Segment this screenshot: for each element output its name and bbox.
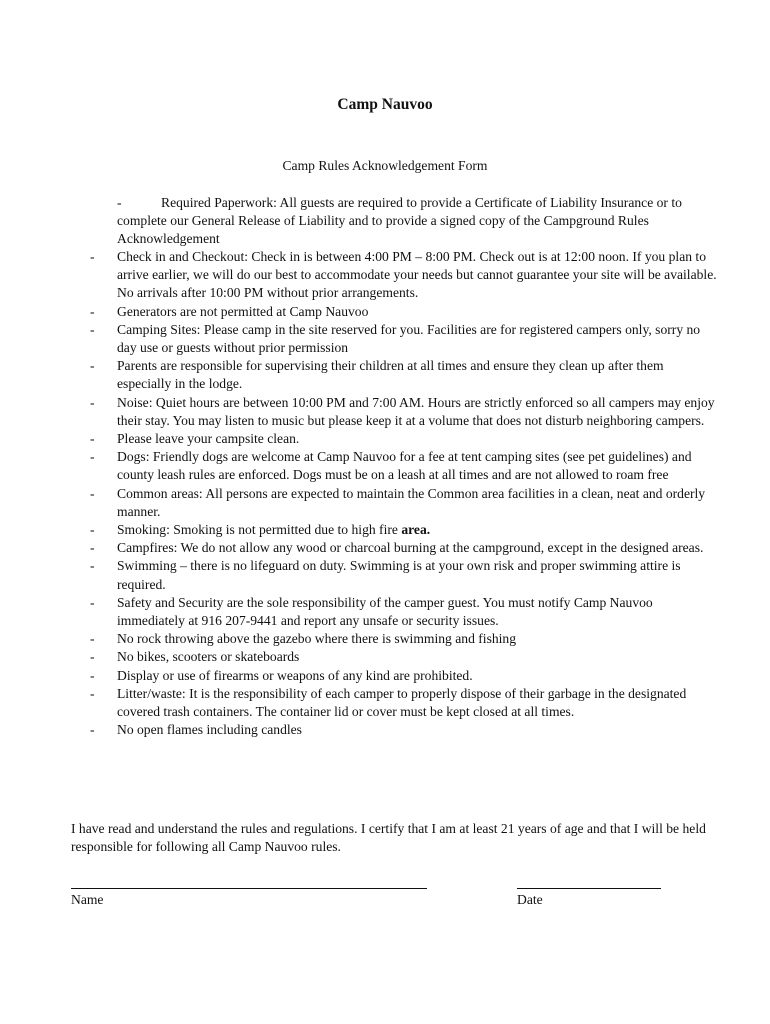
list-item — [90, 394, 720, 430]
rules-list — [90, 248, 720, 739]
form-subtitle: Camp Rules Acknowledgement Form — [282, 158, 488, 173]
bullet-dash: - — [90, 558, 95, 574]
rule-text: Please leave your campsite clean. — [117, 431, 300, 447]
list-item — [90, 357, 720, 393]
rule-text: Smoking: Smoking is not permitted due to high fire — [117, 522, 398, 538]
list-item — [90, 648, 720, 666]
rule-text: Required Paperwork: All guests are required to provide a Certificate of Liability Insurance or to complete our General Release of Liability and to provide a signed copy of the Campground Rules Acknowledgement — [117, 195, 682, 247]
list-item — [90, 630, 720, 648]
rule-text: No bikes, scooters or skateboards — [117, 649, 300, 665]
list-item — [90, 721, 720, 739]
rule-bold-text: area. — [401, 522, 431, 538]
rule-text: Campfires: We do not allow any wood or charcoal burning at the campground, except in the designed areas. — [117, 540, 704, 556]
bullet-dash: - — [90, 685, 95, 701]
bullet-dash: - — [90, 449, 95, 465]
bullet-dash: - — [90, 649, 95, 665]
list-item — [90, 430, 720, 448]
bullet-dash: - — [90, 522, 95, 538]
date-signature-line[interactable] — [517, 874, 661, 889]
list-item — [90, 248, 720, 303]
rule-text: Common areas: All persons are expected to maintain the Common area facilities in a clean, neat and orderly manner. — [117, 485, 706, 519]
rule-text: Parents are responsible for supervising their children at all times and ensure they clean up after them especially in the lodge. — [117, 358, 664, 392]
rule-text: Litter/waste: It is the responsibility of each camper to properly dispose of their garbage in the designated covered trash containers. The container lid or cover must be kept closed at all times. — [117, 685, 687, 720]
rule-text: Dogs: Friendly dogs are welcome at Camp Nauvoo for a fee at tent camping sites (see pet guidelines) and county leash rules are enforced. Dogs must be on a leash at all times and are not allowed to roam free — [117, 449, 692, 483]
list-item — [90, 485, 720, 521]
name-label: Name — [71, 892, 104, 907]
bullet-dash: - — [90, 667, 95, 683]
date-label: Date — [517, 892, 543, 907]
bullet-dash: - — [90, 249, 95, 264]
document-title: Camp Nauvoo — [337, 96, 433, 113]
bullet-dash: - — [90, 431, 95, 447]
rule-text: Camping Sites: Please camp in the site reserved for you. Facilities are for registered campers only, sorry no day use or guests without prior permission — [117, 321, 701, 356]
bullet-dash: - — [90, 594, 95, 610]
rule-text: Noise: Quiet hours are between 10:00 PM and 7:00 AM. Hours are strictly enforced so all campers may enjoy their stay. You may listen to music but please keep it at a volume that does not disturb neighboring campers. — [117, 394, 715, 428]
rule-text: No rock throwing above the gazebo where there is swimming and fishing — [117, 631, 517, 647]
rule-text: No open flames including candles — [117, 722, 302, 738]
rule-text: Swimming – there is no lifeguard on duty. Swimming is at your own risk and proper swimming attire is required. — [117, 558, 681, 592]
bullet-dash: - — [117, 195, 122, 210]
rule-text: Safety and Security are the sole responsibility of the camper guest. You must notify Camp Nauvoo immediately at 916 207-9441 and report any unsafe or security issues. — [117, 594, 653, 629]
bullet-dash: - — [90, 485, 95, 501]
list-item — [90, 448, 720, 484]
list-item — [90, 594, 720, 630]
bullet-dash: - — [90, 358, 95, 374]
list-item — [90, 685, 720, 721]
list-item — [90, 667, 720, 685]
bullet-dash: - — [90, 303, 95, 319]
acknowledgement-statement: I have read and understand the rules and regulations. I certify that I am at least 21 years of age and that I will be held responsible for following all Camp Nauvoo rules. — [71, 821, 706, 855]
list-item — [90, 557, 720, 593]
rule-required-paperwork — [117, 194, 722, 249]
list-item — [90, 303, 720, 321]
bullet-dash: - — [90, 321, 95, 337]
name-signature-line[interactable] — [71, 874, 427, 889]
bullet-dash: - — [90, 631, 95, 647]
rule-text: Display or use of firearms or weapons of any kind are prohibited. — [117, 667, 473, 683]
rule-text: Check in and Checkout: Check in is between 4:00 PM – 8:00 PM. Check out is at 12:00 noon. If you plan to arrive earlier, we will do our best to accommodate your needs but cannot guarantee your site will be available. No arrivals after 10:00 PM without prior arrangements. — [117, 249, 717, 301]
list-item — [90, 521, 720, 539]
list-item — [90, 539, 720, 557]
bullet-dash: - — [90, 394, 95, 410]
list-item — [90, 321, 720, 357]
bullet-dash: - — [90, 540, 95, 556]
bullet-dash: - — [90, 722, 95, 738]
rule-text: Generators are not permitted at Camp Nauvoo — [117, 303, 369, 319]
